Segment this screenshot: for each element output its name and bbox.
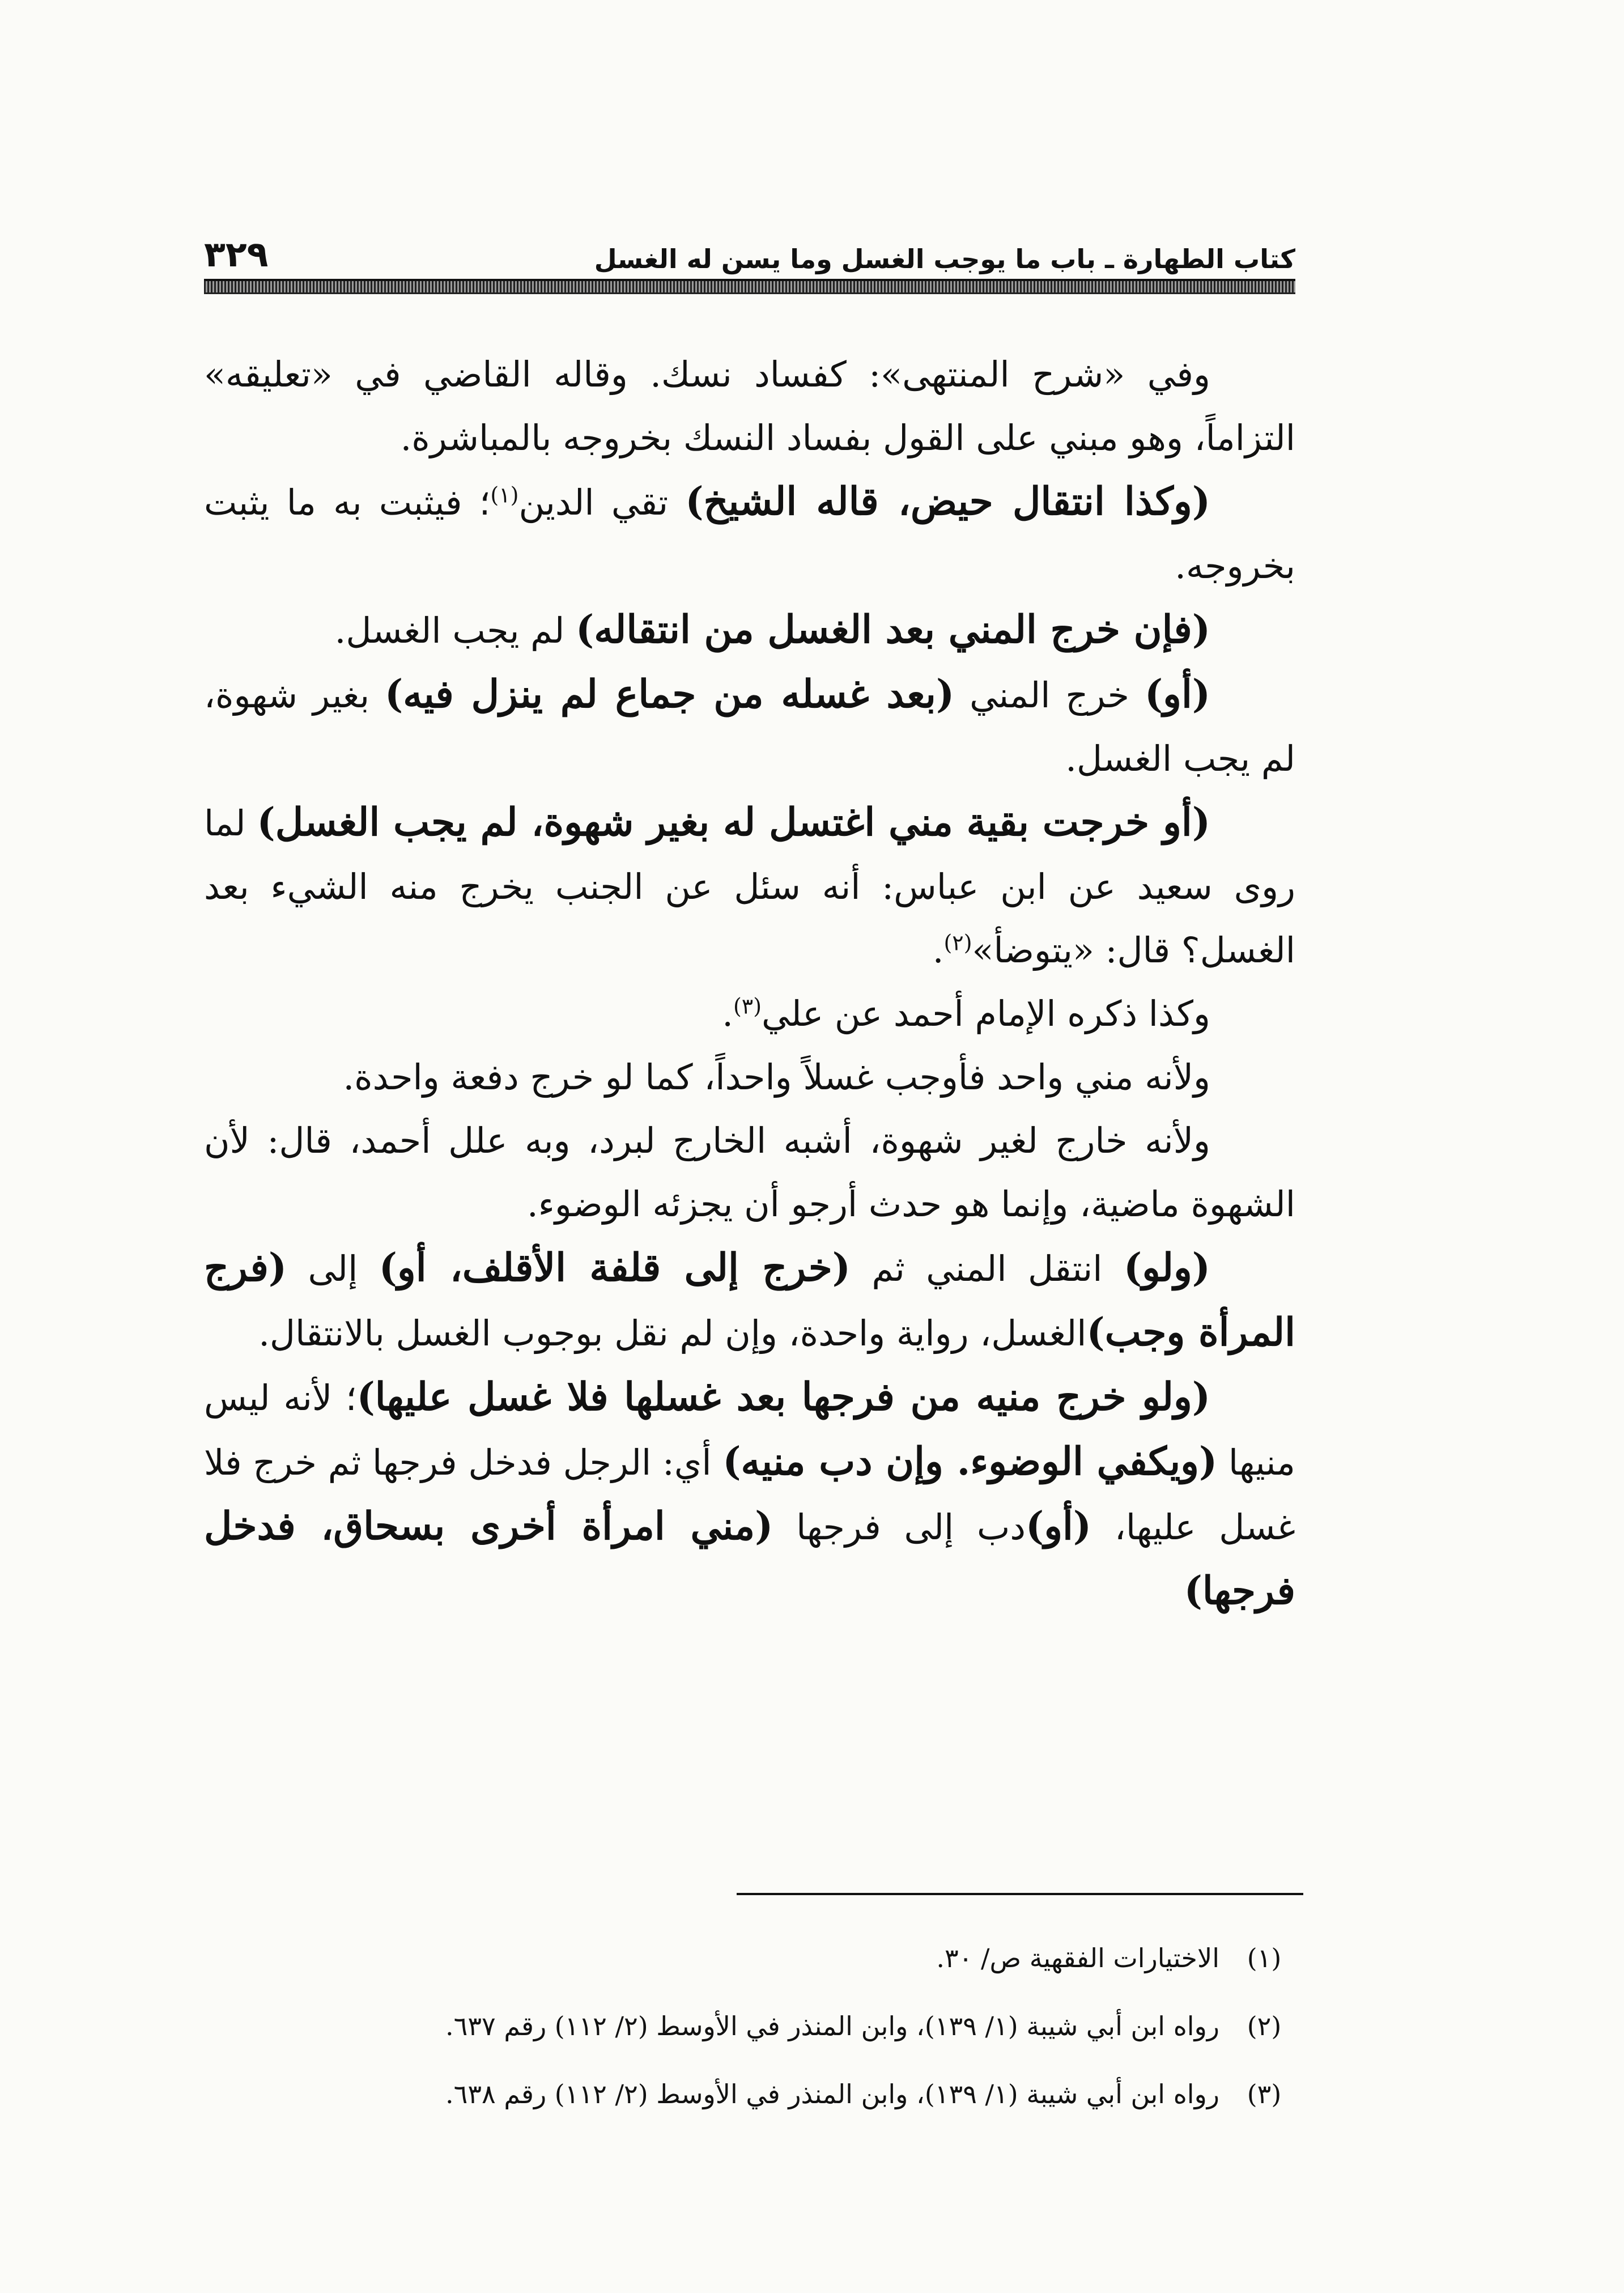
matn-text: (ولو خرج منيه من فرجها بعد غسلها فلا غسل عليها) bbox=[356, 1374, 1210, 1420]
matn-text: (أو) bbox=[1026, 1504, 1092, 1549]
matn-text: (بعد غسله من جماع لم ينزل فيه) bbox=[385, 672, 955, 717]
page-number: ٣٢٩ bbox=[204, 233, 269, 275]
footnote-number: (١) bbox=[1247, 1943, 1282, 1973]
footnote-text: الاختيارات الفقهية ص/ ٣٠. bbox=[936, 1943, 1219, 1973]
matn-text: (فرج المرأة وجب) bbox=[204, 1245, 1295, 1355]
paragraph-7: ولأنه مني واحد فأوجب غسلاً واحداً، كما لو خرج دفعة واحدة. bbox=[343, 1056, 1210, 1098]
paragraph-1: وفي «شرح المنتهى»: كفساد نسك. وقاله القاضي في «تعليقه» التزاماً، وهو مبني على القول بفساد النسك بخروجه بالمباشرة. bbox=[204, 354, 1295, 458]
footnote-text: رواه ابن أبي شيبة (١/ ١٣٩)، وابن المنذر في الأوسط (٢/ ١١٢) رقم ٦٣٧. bbox=[445, 2011, 1219, 2041]
running-title: كتاب الطهارة ـ باب ما يوجب الغسل وما يسن له الغسل bbox=[594, 244, 1295, 274]
footnote-number: (٣) bbox=[1247, 2079, 1282, 2109]
commentary-text: خرج المني bbox=[954, 674, 1145, 716]
footnote-ref-2: (٢) bbox=[943, 930, 972, 956]
paragraph-4 bbox=[204, 663, 1295, 791]
paragraph-5 bbox=[204, 791, 1295, 982]
footnote-ref-3: (٣) bbox=[733, 993, 762, 1019]
footnote-rule bbox=[737, 1893, 1303, 1895]
paragraph-10 bbox=[204, 1365, 1295, 1624]
footnote-2 bbox=[204, 1992, 1295, 2060]
commentary-text: وكذا ذكره الإمام أحمد عن علي bbox=[762, 993, 1210, 1034]
commentary-text: انتقل المني ثم bbox=[850, 1248, 1124, 1289]
matn-text: (أو خرجت بقية مني اغتسل له بغير شهوة، لم يجب الغسل) bbox=[257, 800, 1210, 845]
footnote-text: رواه ابن أبي شيبة (١/ ١٣٩)، وابن المنذر في الأوسط (٢/ ١١٢) رقم ٦٣٨. bbox=[445, 2079, 1219, 2109]
paragraph-2 bbox=[204, 470, 1295, 598]
matn-text: (ولو) bbox=[1123, 1245, 1210, 1290]
commentary-text: ؛ فيثبت به ما يثبت بخروجه. bbox=[204, 482, 1295, 587]
footnote-3 bbox=[204, 2060, 1295, 2128]
commentary-text: . bbox=[932, 929, 944, 971]
commentary-text: لم يجب الغسل. bbox=[334, 610, 576, 651]
commentary-text: لما روى سعيد عن ابن عباس: أنه سئل عن الجنب يخرج منه الشيء بعد الغسل؟ قال: «يتوضأ» bbox=[204, 802, 1295, 971]
matn-text: (أو) bbox=[1144, 672, 1211, 717]
matn-text: (فإن خرج المني بعد الغسل من انتقاله) bbox=[576, 607, 1210, 652]
paragraph-3 bbox=[204, 598, 1295, 663]
paragraph-8: ولأنه خارج لغير شهوة، أشبه الخارج لبرد، وبه علل أحمد، قال: لأن الشهوة ماضية، وإنما هو حدث أرجو أن يجزئه الوضوء. bbox=[204, 1120, 1295, 1225]
commentary-text: دب إلى فرجها bbox=[773, 1506, 1026, 1548]
footnote-ref-1: (١) bbox=[490, 482, 519, 508]
matn-text: (ويكفي الوضوء. وإن دب منيه) bbox=[722, 1439, 1218, 1484]
paragraph-9 bbox=[204, 1236, 1295, 1365]
commentary-text: تقي الدين bbox=[518, 482, 686, 523]
matn-text: (مني امرأة أخرى بسحاق، فدخل فرجها) bbox=[204, 1504, 1295, 1613]
commentary-text: بغير شهوة، لم يجب الغسل. bbox=[204, 674, 1295, 779]
matn-text: (خرج إلى قلفة الأقلف، أو) bbox=[379, 1245, 851, 1290]
footnotes bbox=[204, 1924, 1295, 2128]
commentary-text: . bbox=[722, 993, 733, 1034]
commentary-text: أي: الرجل فدخل فرجها ثم خرج فلا غسل عليها، bbox=[204, 1442, 1295, 1548]
commentary-text: إلى bbox=[287, 1248, 379, 1289]
paragraph-6 bbox=[204, 982, 1295, 1046]
commentary-text: الغسل، رواية واحدة، وإن لم نقل بوجوب الغسل بالانتقال. bbox=[258, 1313, 1087, 1354]
commentary-text: ؛ لأنه ليس منيها bbox=[204, 1377, 1296, 1483]
page-header bbox=[204, 227, 1295, 275]
footnote-number: (٢) bbox=[1247, 2011, 1282, 2041]
footnote-1 bbox=[204, 1924, 1295, 1992]
main-text bbox=[204, 343, 1295, 1624]
matn-text: (وكذا انتقال حيض، قاله الشيخ) bbox=[685, 479, 1210, 524]
header-rule bbox=[204, 279, 1295, 294]
